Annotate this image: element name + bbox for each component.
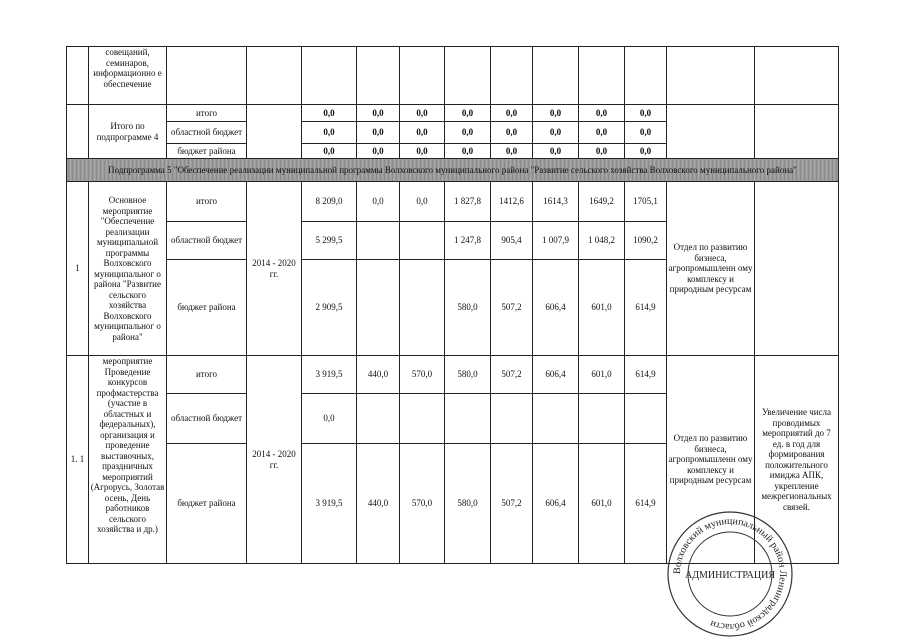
source-label: бюджет района — [167, 144, 247, 159]
source-label: бюджет района — [167, 260, 247, 356]
cell — [167, 47, 247, 105]
source-label: итого — [167, 105, 247, 122]
result: Увеличение числа проводимых мероприятий до 7 ед. в год для формирования положительного имиджа АПК, укрепление межрегиональных связей. — [755, 356, 839, 564]
value-cell: 1412,6 — [491, 182, 533, 222]
value-cell: 0,0 — [400, 105, 445, 122]
value-cell: 0,0 — [400, 182, 445, 222]
executor: Отдел по развитию бизнеса, агропромышленн ому комплексу и природным ресурсам — [667, 182, 755, 356]
value-cell: 0,0 — [445, 105, 491, 122]
value-cell: 0,0 — [445, 144, 491, 159]
value-cell: 614,9 — [625, 356, 667, 394]
source-label: итого — [167, 182, 247, 222]
source-label: областной бюджет — [167, 122, 247, 144]
cell — [67, 105, 89, 159]
value-cell — [400, 260, 445, 356]
cell — [533, 47, 579, 105]
value-cell: 2 909,5 — [302, 260, 357, 356]
table-row — [67, 356, 839, 394]
value-cell: 905,4 — [491, 222, 533, 260]
value-cell: 0,0 — [357, 144, 400, 159]
row-number: 1 — [67, 182, 89, 356]
value-cell: 440,0 — [357, 356, 400, 394]
cell — [400, 47, 445, 105]
value-cell: 1 007,9 — [533, 222, 579, 260]
value-cell: 0,0 — [625, 122, 667, 144]
table-row — [67, 182, 839, 222]
value-cell — [533, 394, 579, 444]
source-label: итого — [167, 356, 247, 394]
value-cell: 3 919,5 — [302, 444, 357, 564]
value-cell: 507,2 — [491, 356, 533, 394]
value-cell: 0,0 — [491, 144, 533, 159]
value-cell: 0,0 — [579, 122, 625, 144]
value-cell — [445, 394, 491, 444]
value-cell: 0,0 — [357, 105, 400, 122]
value-cell: 440,0 — [357, 444, 400, 564]
value-cell: 0,0 — [302, 394, 357, 444]
value-cell — [625, 394, 667, 444]
cell — [667, 47, 755, 105]
cell — [247, 105, 302, 159]
value-cell: 606,4 — [533, 356, 579, 394]
value-cell: 606,4 — [533, 260, 579, 356]
value-cell: 8 209,0 — [302, 182, 357, 222]
cell — [491, 47, 533, 105]
table-row — [67, 105, 839, 122]
value-cell: 0,0 — [400, 122, 445, 144]
table-row — [67, 159, 839, 182]
value-cell: 0,0 — [625, 144, 667, 159]
value-cell: 570,0 — [400, 444, 445, 564]
value-cell: 0,0 — [533, 122, 579, 144]
measure-name: мероприятие Проведение конкурсов профмастерства (участие в областных и федеральных), организация и проведение выставочных, праздничных мероприятий (Агрорусь, Золотая осень, День работников сельского хозяйства и др.) — [89, 356, 167, 564]
value-cell: 614,9 — [625, 260, 667, 356]
cell — [755, 47, 839, 105]
value-cell: 580,0 — [445, 444, 491, 564]
value-cell: 507,2 — [491, 260, 533, 356]
cell — [67, 47, 89, 105]
budget-table — [66, 46, 839, 564]
value-cell: 601,0 — [579, 444, 625, 564]
stamp-seal — [664, 508, 796, 640]
value-cell: 1 827,8 — [445, 182, 491, 222]
value-cell: 0,0 — [302, 144, 357, 159]
cell — [445, 47, 491, 105]
stamp-center-text: АДМИНИСТРАЦИЯ — [685, 570, 775, 581]
value-cell: 507,2 — [491, 444, 533, 564]
value-cell — [357, 394, 400, 444]
value-cell: 601,0 — [579, 260, 625, 356]
value-cell: 606,4 — [533, 444, 579, 564]
value-cell — [357, 260, 400, 356]
value-cell: 0,0 — [445, 122, 491, 144]
executor: Отдел по развитию бизнеса, агропромышленн ому комплексу и природным ресурсам — [667, 356, 755, 564]
value-cell: 0,0 — [491, 122, 533, 144]
cell — [755, 105, 839, 159]
value-cell: 1090,2 — [625, 222, 667, 260]
table-row — [67, 47, 839, 105]
value-cell: 0,0 — [533, 144, 579, 159]
value-cell: 0,0 — [400, 144, 445, 159]
value-cell — [357, 222, 400, 260]
value-cell: 1614,3 — [533, 182, 579, 222]
value-cell: 0,0 — [302, 122, 357, 144]
measure-name: Основное мероприятие "Обеспечение реализации муниципальной программы Волховского муниципальног о района "Развитие сельского хозяйства Волховского муниципальног о района" — [89, 182, 167, 356]
cell — [625, 47, 667, 105]
value-cell: 570,0 — [400, 356, 445, 394]
value-cell: 3 919,5 — [302, 356, 357, 394]
cell — [579, 47, 625, 105]
value-cell — [579, 394, 625, 444]
value-cell: 601,0 — [579, 356, 625, 394]
stamp-ring-text: Волховский муниципальный район Ленинградской области — [671, 515, 789, 633]
value-cell: 580,0 — [445, 356, 491, 394]
value-cell — [400, 394, 445, 444]
value-cell: 0,0 — [302, 105, 357, 122]
cell — [302, 47, 357, 105]
row-number: 1. 1 — [67, 356, 89, 564]
source-label: областной бюджет — [167, 222, 247, 260]
value-cell: 0,0 — [579, 105, 625, 122]
value-cell: 5 299,5 — [302, 222, 357, 260]
total-label: Итого по подпрограмме 4 — [89, 105, 167, 159]
source-label: бюджет района — [167, 444, 247, 564]
value-cell: 0,0 — [533, 105, 579, 122]
result — [755, 182, 839, 356]
period: 2014 - 2020 гг. — [247, 356, 302, 564]
value-cell: 0,0 — [491, 105, 533, 122]
value-cell: 0,0 — [625, 105, 667, 122]
period: 2014 - 2020 гг. — [247, 182, 302, 356]
value-cell: 1 048,2 — [579, 222, 625, 260]
cell — [247, 47, 302, 105]
cell — [357, 47, 400, 105]
value-cell: 0,0 — [357, 122, 400, 144]
value-cell: 614,9 — [625, 444, 667, 564]
value-cell: 0,0 — [579, 144, 625, 159]
value-cell: 0,0 — [357, 182, 400, 222]
value-cell — [400, 222, 445, 260]
value-cell: 1705,1 — [625, 182, 667, 222]
value-cell — [491, 394, 533, 444]
cell — [667, 105, 755, 159]
value-cell: 580,0 — [445, 260, 491, 356]
measure-name: совещаний, семинаров, информационно е обеспечение — [89, 47, 167, 105]
source-label: областной бюджет — [167, 394, 247, 444]
value-cell: 1649,2 — [579, 182, 625, 222]
value-cell: 1 247,8 — [445, 222, 491, 260]
subprogram-header: Подпрограмма 5 "Обеспечение реализации муниципальной программы Волховского муниципального района "Развитие сельского хозяйства Волховского муниципального района" — [67, 159, 839, 182]
